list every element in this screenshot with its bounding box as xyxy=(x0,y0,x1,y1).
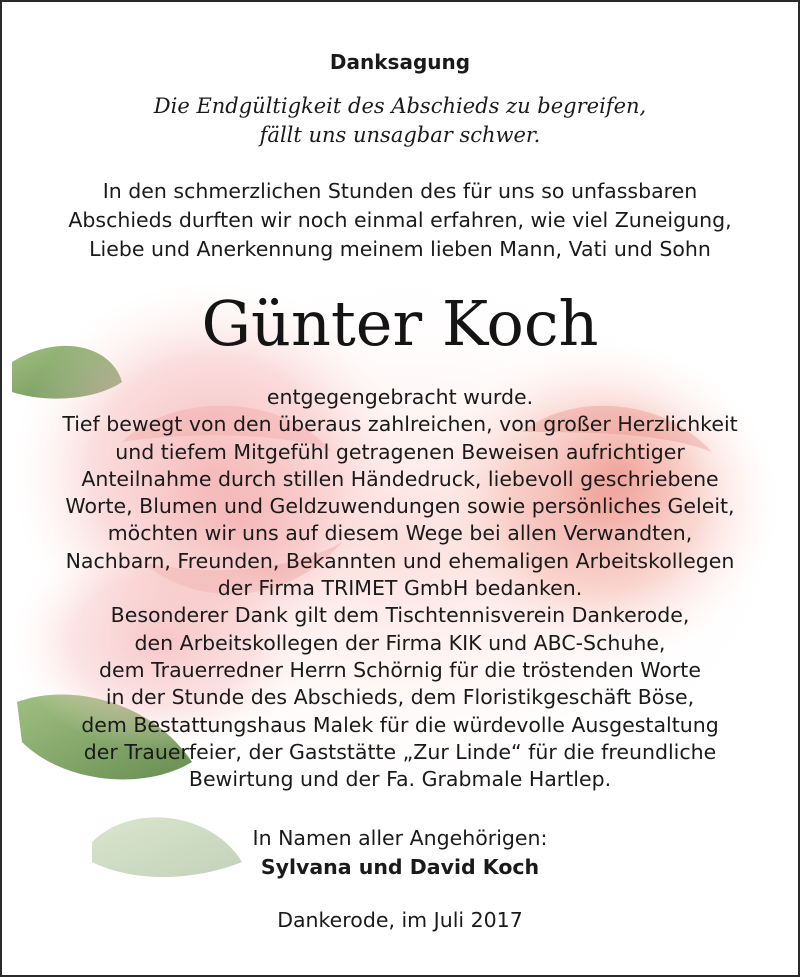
heading: Danksagung xyxy=(329,50,471,74)
body-line: Besonderer Dank gilt dem Tischtennisverein Dankerode, xyxy=(110,603,690,628)
body-line: entgegengebracht wurde. xyxy=(266,385,534,409)
body-line: der Firma TRIMET GmbH bedanken. xyxy=(217,576,583,601)
intro-line: In den schmerzlichen Stunden des für uns so unfassbaren xyxy=(102,179,698,203)
body-line: in der Stunde des Abschieds, dem Floristikgeschäft Böse, xyxy=(105,685,695,710)
quote-line: Die Endgültigkeit des Abschieds zu begreifen, xyxy=(153,94,647,118)
body-paragraph xyxy=(2,384,798,793)
place-date: Dankerode, im Juli 2017 xyxy=(277,908,523,932)
body-line: den Arbeitskollegen der Firma KIK und ABC-Schuhe, xyxy=(134,630,666,655)
body-line: möchten wir uns auf diesem Wege bei allen Verwandten, xyxy=(107,521,693,546)
signature-names: Sylvana und David Koch xyxy=(260,855,540,879)
intro-line: Abschieds durften wir noch einmal erfahren, wie viel Zuneigung, xyxy=(68,208,732,232)
signature-block xyxy=(2,824,798,882)
intro-line: Liebe und Anerkennung meinem lieben Mann, Vati und Sohn xyxy=(89,237,711,261)
intro-paragraph xyxy=(2,177,798,264)
body-line: und tiefem Mitgefühl getragenen Beweisen aufrichtiger xyxy=(115,439,685,464)
body-line: Worte, Blumen und Geldzuwendungen sowie persönliches Geleit, xyxy=(65,494,735,519)
body-line: der Trauerfeier, der Gaststätte „Zur Linde“ für die freundliche xyxy=(83,739,717,764)
deceased-name: Günter Koch xyxy=(201,287,599,360)
body-line: Nachbarn, Freunden, Bekannten und ehemaligen Arbeitskollegen xyxy=(65,548,735,573)
body-line: Bewirtung und der Fa. Grabmale Hartlep. xyxy=(188,767,612,792)
body-line: Tief bewegt von den überaus zahlreichen, von großer Herzlichkeit xyxy=(62,412,738,437)
signature-line: In Namen aller Angehörigen: xyxy=(252,826,548,850)
body-line: Anteilnahme durch stillen Händedruck, liebevoll geschriebene xyxy=(81,466,719,491)
body-line: dem Trauerredner Herrn Schörnig für die tröstenden Worte xyxy=(99,657,701,682)
body-line: dem Bestattungshaus Malek für die würdevolle Ausgestaltung xyxy=(81,712,719,737)
quote-line: fällt uns unsagbar schwer. xyxy=(259,123,541,147)
quote xyxy=(2,92,798,150)
